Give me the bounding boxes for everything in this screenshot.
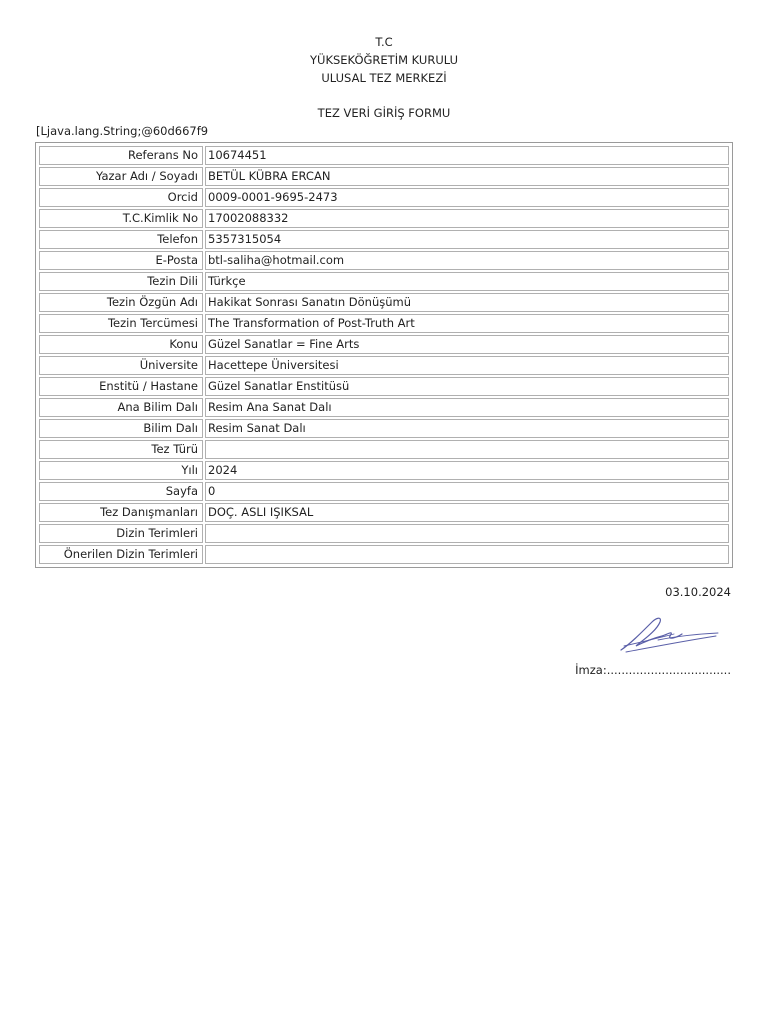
form-row-value: Hakikat Sonrası Sanatın Dönüşümü xyxy=(205,293,729,312)
form-row xyxy=(38,187,730,208)
form-row-value: 17002088332 xyxy=(205,209,729,228)
form-row-label: Üniversite xyxy=(39,356,203,375)
form-row-label: Orcid xyxy=(39,188,203,207)
form-row-value: Resim Ana Sanat Dalı xyxy=(205,398,729,417)
form-row xyxy=(38,313,730,334)
form-row-value xyxy=(205,545,729,564)
form-row-label: Enstitü / Hastane xyxy=(39,377,203,396)
header-line-tc: T.C xyxy=(375,35,393,49)
form-row xyxy=(38,502,730,523)
form-row-label: Bilim Dalı xyxy=(39,419,203,438)
form-row-label: E-Posta xyxy=(39,251,203,270)
form-row xyxy=(38,376,730,397)
document-date: 03.10.2024 xyxy=(665,585,731,599)
form-row xyxy=(38,355,730,376)
form-table xyxy=(35,142,733,568)
form-row-label: Dizin Terimleri xyxy=(39,524,203,543)
form-row-value: DOÇ. ASLI IŞIKSAL xyxy=(205,503,729,522)
form-row-label: Sayfa xyxy=(39,482,203,501)
document-header xyxy=(0,33,768,87)
form-row-value: Güzel Sanatlar Enstitüsü xyxy=(205,377,729,396)
form-row xyxy=(38,334,730,355)
form-row xyxy=(38,229,730,250)
header-line-utm: ULUSAL TEZ MERKEZİ xyxy=(321,71,447,85)
form-row xyxy=(38,481,730,502)
form-row xyxy=(38,166,730,187)
form-row-label: Tez Danışmanları xyxy=(39,503,203,522)
form-row-label: Ana Bilim Dalı xyxy=(39,398,203,417)
form-row-value: Resim Sanat Dalı xyxy=(205,419,729,438)
form-row-value: btl-saliha@hotmail.com xyxy=(205,251,729,270)
form-row-value: 0 xyxy=(205,482,729,501)
form-row-label: Tezin Özgün Adı xyxy=(39,293,203,312)
form-row xyxy=(38,439,730,460)
form-row-label: T.C.Kimlik No xyxy=(39,209,203,228)
form-row xyxy=(38,292,730,313)
form-row-value: Hacettepe Üniversitesi xyxy=(205,356,729,375)
form-row-label: Yılı xyxy=(39,461,203,480)
handwritten-signature xyxy=(618,612,720,658)
form-row-value: 0009-0001-9695-2473 xyxy=(205,188,729,207)
form-row-label: Tezin Tercümesi xyxy=(39,314,203,333)
form-row-value xyxy=(205,440,729,459)
form-row xyxy=(38,523,730,544)
form-row-value: Türkçe xyxy=(205,272,729,291)
form-row-label: Tezin Dili xyxy=(39,272,203,291)
form-row-value: Güzel Sanatlar = Fine Arts xyxy=(205,335,729,354)
form-row xyxy=(38,145,730,166)
form-row xyxy=(38,250,730,271)
form-row xyxy=(38,397,730,418)
form-row-label: Önerilen Dizin Terimleri xyxy=(39,545,203,564)
form-row-value: 5357315054 xyxy=(205,230,729,249)
form-row-label: Yazar Adı / Soyadı xyxy=(39,167,203,186)
header-line-yok: YÜKSEKÖĞRETİM KURULU xyxy=(310,53,458,67)
form-title: TEZ VERİ GİRİŞ FORMU xyxy=(317,106,451,120)
form-row xyxy=(38,460,730,481)
form-row-label: Konu xyxy=(39,335,203,354)
java-string-text: [Ljava.lang.String;@60d667f9 xyxy=(36,124,209,138)
form-row-value: 10674451 xyxy=(205,146,729,165)
form-row-label: Tez Türü xyxy=(39,440,203,459)
form-row-label: Referans No xyxy=(39,146,203,165)
form-row xyxy=(38,271,730,292)
signature-line: İmza:.................................. xyxy=(575,663,731,677)
form-row-value: BETÜL KÜBRA ERCAN xyxy=(205,167,729,186)
form-row-value xyxy=(205,524,729,543)
form-row-value: The Transformation of Post-Truth Art xyxy=(205,314,729,333)
form-row xyxy=(38,544,730,565)
form-row-label: Telefon xyxy=(39,230,203,249)
form-row xyxy=(38,208,730,229)
form-row xyxy=(38,418,730,439)
form-row-value: 2024 xyxy=(205,461,729,480)
